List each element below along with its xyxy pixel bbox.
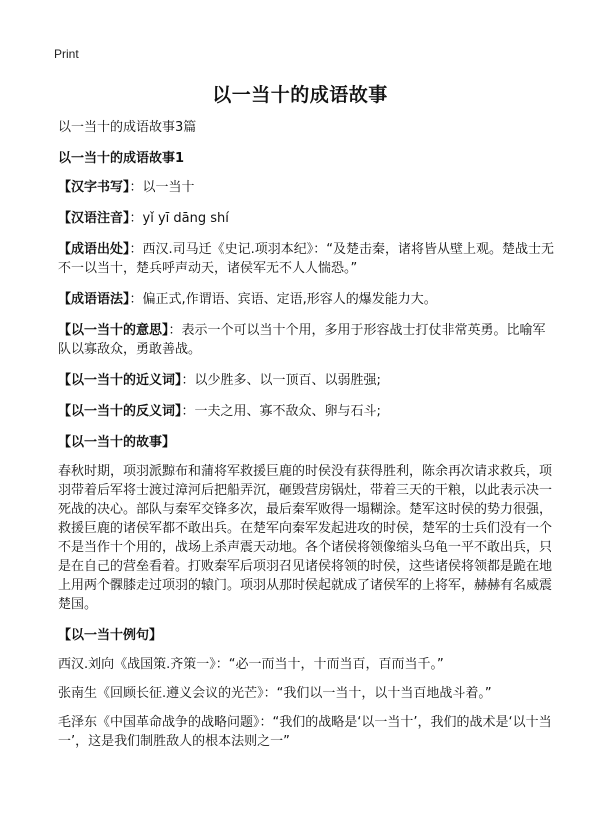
field-text: ：以一当十 <box>129 180 195 195</box>
story-heading: 【以一当十的故事】 <box>58 435 176 450</box>
field-text: ：表示一个可以当十个用，多用于形容战士打仗非常英勇。比喻军队以寡敌众，勇敢善战。 <box>58 323 546 357</box>
field-label: 【汉字书写】 <box>58 180 130 195</box>
field-text: ：偏正式,作谓语、宾语、定语,形容人的爆发能力大。 <box>129 292 437 307</box>
field-label: 【以一当十的反义词】 <box>58 404 182 419</box>
field-text: ：yǐ yī dāng shí <box>129 211 229 226</box>
example-sentence: 张南生《回顾长征.遵义会议的光芒》：“我们以一当十，以十当百地战斗着。” <box>58 686 492 701</box>
field-pinyin <box>58 209 558 228</box>
field-label: 【以一当十的意思】 <box>58 323 169 338</box>
example-sentence: 西汉.刘向《战国策.齐策一》：“必一而当十，十而当百，百而当千。” <box>58 657 444 672</box>
field-synonyms <box>58 371 558 390</box>
section-heading: 以一当十的成语故事1 <box>58 151 185 166</box>
field-source <box>58 240 558 278</box>
article-body <box>58 118 558 761</box>
field-label: 【汉语注音】 <box>58 211 130 226</box>
field-label: 【成语出处】 <box>58 242 130 257</box>
page-title: 以一当十的成语故事 <box>212 84 388 106</box>
field-label: 【以一当十的近义词】 <box>58 373 182 388</box>
field-grammar <box>58 290 558 309</box>
example-sentence: 毛泽东《中国革命战争的战略问题》：“我们的战略是‘以一当十’，我们的战术是‘以十当一’，这是我们制胜敌人的根本法则之一” <box>58 715 552 749</box>
field-text: ：西汉.司马迁《史记.项羽本纪》：“及楚击秦，诸将皆从壁上观。楚战士无不一以当十，楚兵呼声动天，诸侯军无不人人惴恐。” <box>58 242 555 276</box>
print-link[interactable]: Print <box>54 47 79 61</box>
examples-heading: 【以一当十例句】 <box>58 628 163 643</box>
field-antonyms <box>58 402 558 421</box>
field-text: ：以少胜多、以一顶百、以弱胜强; <box>181 373 381 388</box>
story-paragraph: 春秋时期，项羽派黥布和蒲将军救援巨鹿的时侯没有获得胜利，陈余再次请求救兵，项羽带着后军将士渡过漳河后把船弄沉，砸毁营房锅灶，带着三天的干粮，以此表示决一死战的决心。部队与秦军交锋多次，最后秦军败得一塌糊涂。楚军这时侯的势力很强，救援巨鹿的诸侯军都不敢出兵。在楚军向秦军发起进攻的时侯，楚军的士兵们没有一个不是当作十个用的，战场上杀声震天动地。各个诸侯将领像缩头乌龟一平不敢出兵，只是在自己的营垒看着。打败秦军后项羽召见诸侯将领的时侯，这些诸侯将领都是跪在地上用两个髁膝走过项羽的辕门。项羽从那时侯起就成了诸侯军的上将军，赫赫有名威震楚国。 <box>58 464 553 612</box>
field-text: ：一夫之用、寡不敌众、卵与石斗; <box>181 404 381 419</box>
article-subtitle: 以一当十的成语故事3篇 <box>58 120 197 135</box>
field-meaning <box>58 321 558 359</box>
field-writing <box>58 178 558 197</box>
field-label: 【成语语法】 <box>58 292 130 307</box>
